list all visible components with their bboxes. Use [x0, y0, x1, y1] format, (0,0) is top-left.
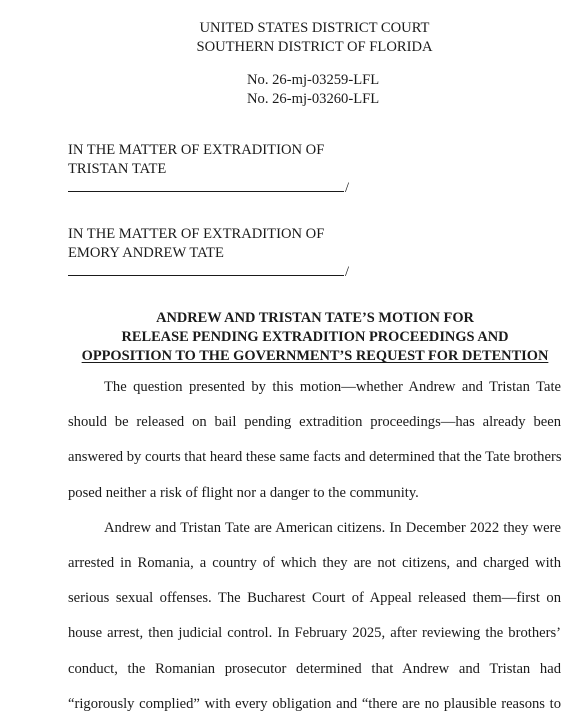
opposition-title: OPPOSITION TO THE GOVERNMENT’S REQUEST FOR DETENTION: [81, 348, 549, 364]
matter-caption-tristan: [68, 141, 349, 195]
caption-rule: [68, 263, 349, 279]
motion-body: [68, 370, 561, 722]
court-name-line: UNITED STATES DISTRICT COURT: [199, 20, 430, 36]
paragraph-line: Andrew and Tristan Tate are American citizens. In December 2022 they were: [104, 519, 561, 536]
paragraph-line: serious sexual offenses. The Bucharest Court of Appeal released them—first on: [68, 590, 561, 607]
motion-title-line-underlined: [0, 347, 573, 366]
case-number: No. 26-mj-03259-LFL: [247, 72, 380, 88]
paragraph-line: conduct, the Romanian prosecutor determined that Andrew and Tristan had: [68, 660, 561, 677]
caption-slash: /: [345, 180, 350, 196]
paragraph-line: answered by courts that heard these same facts and determined that the Tate brothers: [68, 449, 562, 466]
matter-caption-andrew: [68, 225, 349, 279]
caption-underline: [68, 275, 344, 276]
motion-title-line: ANDREW AND TRISTAN TATE’S MOTION FOR: [156, 310, 474, 326]
paragraph-line: posed neither a risk of flight nor a danger to the community.: [68, 484, 419, 501]
motion-title-line: RELEASE PENDING EXTRADITION PROCEEDINGS AND: [121, 329, 509, 345]
matter-party: TRISTAN TATE: [68, 161, 167, 177]
paragraph-line: house arrest, then judicial control. In February 2025, after reviewing the brothers’: [68, 625, 561, 642]
paragraph-2: [68, 511, 561, 722]
matter-party: EMORY ANDREW TATE: [68, 245, 224, 261]
court-caption: [0, 19, 573, 57]
caption-rule: [68, 179, 349, 195]
court-district-line: SOUTHERN DISTRICT OF FLORIDA: [196, 39, 433, 55]
caption-slash: /: [345, 264, 350, 280]
caption-underline: [68, 191, 344, 192]
paragraph-line: “rigorously complied” with every obligation and “there are no plausible reasons to: [68, 695, 561, 712]
paragraph-line: The question presented by this motion—whether Andrew and Tristan Tate: [104, 379, 561, 395]
case-numbers: [247, 71, 379, 109]
matter-title: IN THE MATTER OF EXTRADITION OF: [68, 226, 325, 242]
motion-title: [0, 309, 573, 366]
case-number: No. 26-mj-03260-LFL: [247, 91, 380, 107]
paragraph-1: [68, 370, 561, 511]
paragraph-line: arrested in Romania, a country of which they are not citizens, and charged with: [68, 555, 561, 572]
paragraph-line: should be released on bail pending extradition proceedings—has already been: [68, 414, 561, 431]
matter-title: IN THE MATTER OF EXTRADITION OF: [68, 142, 325, 158]
